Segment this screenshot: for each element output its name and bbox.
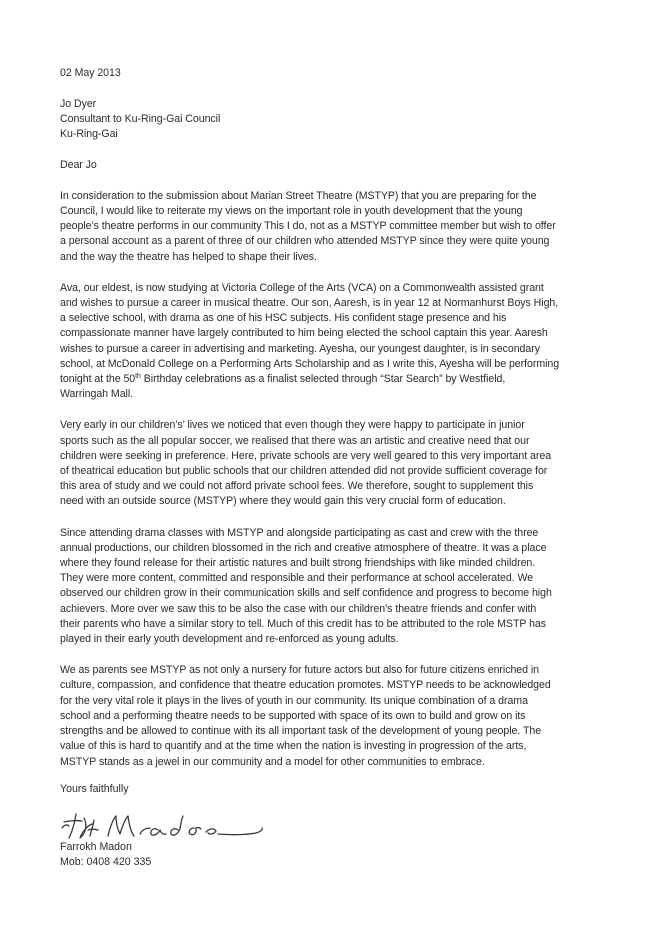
paragraph-line: observed our children grow in their communication skills and self confidence and progress to become high: [60, 587, 552, 600]
paragraph-4: [60, 526, 600, 648]
paragraph-3: [60, 418, 600, 509]
paragraph-line: value of this is hard to quantify and at the time when the nation is investing in progression of the arts,: [60, 740, 527, 753]
paragraph-line: their parents who have a similar story to tell. Much of this credit has to be attributed to the role MSTP has: [60, 617, 547, 630]
paragraph-line: played in their early youth development and re-enforced as young adults.: [60, 633, 399, 646]
line-text-pre: tonight at the 50: [60, 373, 136, 386]
signatory-name: Farrokh Madon: [60, 841, 132, 853]
paragraph-line: wishes to pursue a career in advertising and marketing. Ayesha, our youngest daughter, is in secondary: [60, 342, 540, 355]
salutation: Dear Jo: [60, 159, 97, 171]
paragraph-line: Council, I would like to reiterate my views on the important role in youth development that the young: [60, 205, 523, 217]
paragraph-line: and wishes to pursue a career in musical theatre. Our son, Aaresh, is in year 12 at Normanhurst Boys High,: [60, 297, 559, 310]
letter-body: [60, 66, 600, 770]
paragraph-1: [60, 189, 600, 265]
paragraph-line: a selective school, with drama as one of his HSC subjects. His confident stage presence and his: [60, 312, 507, 325]
paragraph-line: They were more content, committed and responsible and their performance at school accelerated. We: [60, 572, 534, 585]
paragraph-line: MSTYP stands as a jewel in our community and a model for other communities to embrace.: [60, 755, 485, 768]
paragraph-5: [60, 663, 600, 769]
paragraph-line: In consideration to the submission about Marian Street Theatre (MSTYP) that you are preparing for the: [60, 189, 537, 202]
paragraph-line: Very early in our children’s’ lives we noticed that even though they were happy to participate in junior: [60, 419, 525, 432]
paragraph-line: need with an outside source (MSTYP) where they would gain this very crucial form of education.: [60, 495, 506, 508]
closing: Yours faithfully: [60, 783, 129, 795]
paragraph-line: a personal account as a parent of three of our children who attended MSTYP since they were quite young: [60, 235, 550, 248]
paragraph-line: sports such as the all popular soccer, we realised that there was an artistic and creative need that our: [60, 434, 530, 447]
paragraph-line: Ava, our eldest, is now studying at Victoria College of the Arts (VCA) on a Commonwealth assisted grant: [60, 281, 544, 294]
paragraph-line: people’s theatre performs in our community This I do, not as a MSTYP committee member but wish to offer: [60, 220, 556, 233]
paragraph-line: compassionate manner have largely contributed to him being elected the school captain this year. Aaresh: [60, 327, 548, 340]
paragraph-line: and the way the theatre has helped to shape their lives.: [60, 250, 317, 263]
paragraph-line: annual productions, our children blossomed in the rich and creative atmosphere of theatre. It was a place: [60, 541, 547, 554]
paragraph-line: culture, compassion, and confidence that theatre education promotes. MSTYP needs to be acknowledged: [60, 679, 551, 692]
paragraph-line: strengths and be allowed to continue with its all important task of the development of young people. The: [60, 725, 542, 738]
paragraph-line: Since attending drama classes with MSTYP and alongside participating as cast and crew with the three: [60, 526, 539, 539]
letter-date: 02 May 2013: [60, 67, 121, 79]
paragraph-line: for the very vital role it plays in the lives of youth in our community. Its unique combination of a drama: [60, 694, 528, 707]
paragraph-line: school and a performing theatre needs to be supported with space of its own to build and grow on its: [60, 709, 526, 722]
paragraph-line-with-superscript: [60, 372, 600, 387]
ordinal-superscript: th: [135, 373, 141, 381]
signatory-phone: Mob: 0408 420 335: [60, 856, 152, 868]
paragraph-line: this area of study and we could not afford private school fees. We therefore, sought to supplement this: [60, 480, 534, 493]
paragraph-line: school, at McDonald College on a Performing Arts Scholarship and as I write this, Ayesha will be performing: [60, 357, 560, 370]
recipient-name: Jo Dyer: [60, 97, 97, 110]
paragraph-line: achievers. More over we saw this to be also the case with our children’s theatre friends and confer with: [60, 602, 537, 615]
paragraph-2: [60, 281, 600, 403]
recipient-title: Consultant to Ku-Ring-Gai Council: [60, 113, 221, 125]
paragraph-line: Warringah Mall.: [60, 388, 134, 401]
paragraph-line: where they found release for their artistic natures and built strong friendships with like minded children.: [60, 557, 536, 570]
line-text-post: Birthday celebrations as a finalist selected through “Star Search” by Westfield,: [140, 373, 506, 386]
paragraph-line: We as parents see MSTYP as not only a nursery for future actors but also for future citizens enriched in: [60, 664, 540, 677]
paragraph-line: of theatrical education but public schools that our children attended did not provide sufficient coverage for: [60, 465, 548, 478]
recipient-location: Ku-Ring-Gai: [60, 128, 118, 141]
paragraph-line: children were seeking in preference. Here, private schools are very well geared to this very important area: [60, 449, 552, 462]
